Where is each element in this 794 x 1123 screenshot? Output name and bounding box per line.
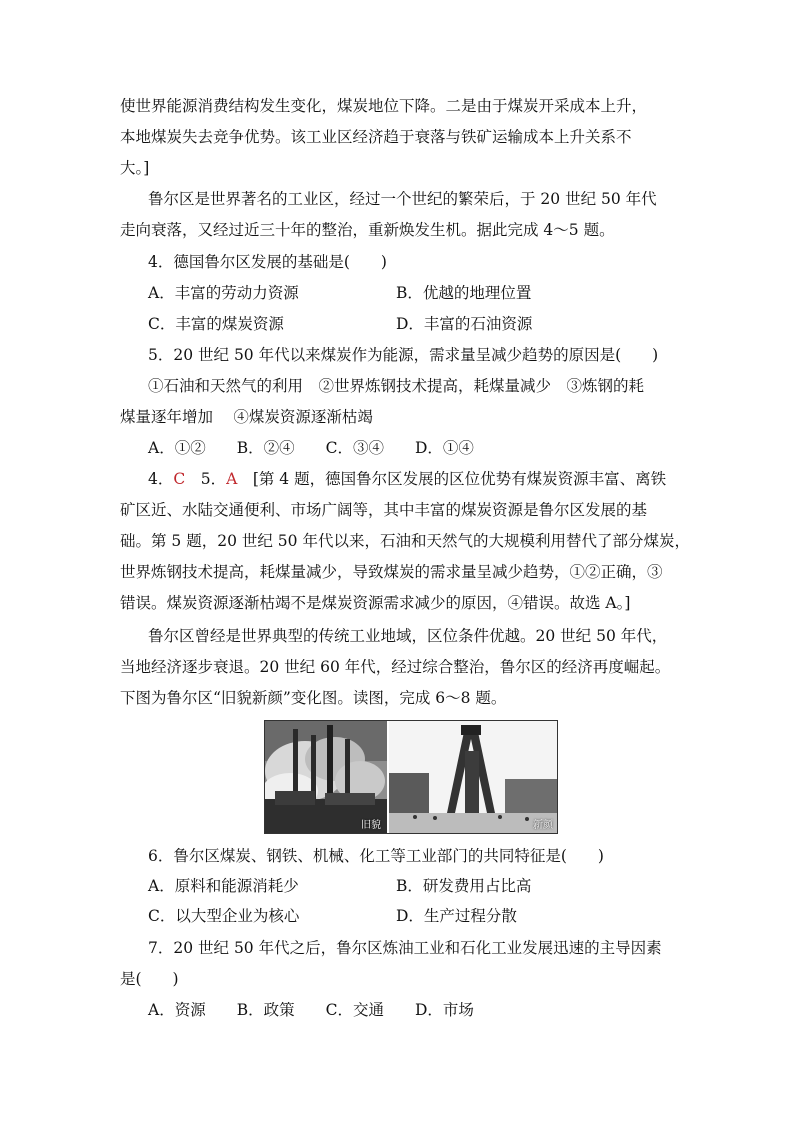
question-4-option-b: B．优越的地理位置: [396, 284, 532, 302]
answer-explanation-line: 世界炼钢技术提高，耗煤量减少，导致煤炭的需求量呈减少趋势，①②正确，③: [120, 563, 663, 581]
answer-explanation-line: 错误。煤炭资源逐渐枯竭不是煤炭资源需求减少的原因，④错误。故选 A。]: [120, 594, 631, 612]
question-7-stem: 7．20 世纪 50 年代之后，鲁尔区炼油工业和石化工业发展迅速的主导因素: [148, 939, 662, 957]
question-6-stem: 6．鲁尔区煤炭、钢铁、机械、化工等工业部门的共同特征是( ): [148, 847, 604, 865]
paragraph-line: 大。]: [120, 159, 150, 177]
question-6-option-b: B．研发费用占比高: [396, 877, 532, 895]
question-5-statements: 煤量逐年增加 ④煤炭资源逐渐枯竭: [120, 408, 373, 426]
question-4-stem: 4．德国鲁尔区发展的基础是( ): [148, 253, 387, 271]
photo-caption-new: 新颜: [533, 820, 553, 831]
question-4-option-c: C．丰富的煤炭资源: [148, 315, 284, 333]
paragraph-line: 本地煤炭失去竞争优势。该工业区经济趋于衰落与铁矿运输成本上升关系不: [120, 128, 632, 146]
paragraph-line: 当地经济逐步衰退。20 世纪 60 年代，经过综合整治，鲁尔区的经济再度崛起。: [120, 658, 671, 676]
question-6-option-a: A．原料和能源消耗少: [148, 877, 299, 895]
ruhr-photo-illustration: [265, 721, 557, 833]
answer-explanation: [第 4 题，德国鲁尔区发展的区位优势有煤炭资源丰富、离铁: [237, 470, 667, 488]
question-4-option-a: A．丰富的劳动力资源: [148, 284, 299, 302]
question-5-statements: ①石油和天然气的利用 ②世界炼钢技术提高，耗煤量减少 ③炼钢的耗: [148, 377, 645, 395]
answer-explanation-line: 矿区近、水陆交通便利、市场广阔等，其中丰富的煤炭资源是鲁尔区发展的基: [120, 501, 648, 519]
question-6-option-c: C．以大型企业为核心: [148, 907, 300, 925]
question-4-option-d: D．丰富的石油资源: [396, 315, 533, 333]
question-5-stem: 5．20 世纪 50 年代以来煤炭作为能源，需求量呈减少趋势的原因是( ): [148, 346, 659, 364]
paragraph-line: 使世界能源消费结构发生变化，煤炭地位下降。二是由于煤炭开采成本上升，: [120, 97, 648, 115]
question-7-choices: A．资源 B．政策 C．交通 D．市场: [148, 1001, 474, 1019]
answer-4-5-line: [148, 469, 666, 489]
paragraph-line: 走向衰落，又经过近三十年的整治，重新焕发生机。据此完成 4～5 题。: [120, 221, 615, 239]
question-5-choices: A．①② B．②④ C．③④ D．①④: [148, 439, 474, 457]
answer-4-letter: C: [173, 470, 186, 488]
ruhr-old-new-photo: [264, 720, 558, 834]
paragraph-line: 下图为鲁尔区“旧貌新颜”变化图。读图，完成 6～8 题。: [120, 689, 507, 707]
answer-prefix: 4．: [148, 470, 174, 488]
photo-caption-old: 旧貌: [361, 820, 381, 831]
paragraph-line: 鲁尔区曾经是世界典型的传统工业地域，区位条件优越。20 世纪 50 年代，: [148, 627, 668, 645]
question-6-option-d: D．生产过程分散: [396, 907, 517, 925]
answer-prefix: 5．: [185, 470, 227, 488]
paragraph-line: 鲁尔区是世界著名的工业区，经过一个世纪的繁荣后，于 20 世纪 50 年代: [148, 190, 657, 208]
answer-5-letter: A: [226, 470, 238, 488]
question-7-stem: 是( ): [120, 970, 179, 988]
answer-explanation-line: 础。第 5 题，20 世纪 50 年代以来，石油和天然气的大规模利用替代了部分煤炭，: [120, 532, 690, 550]
